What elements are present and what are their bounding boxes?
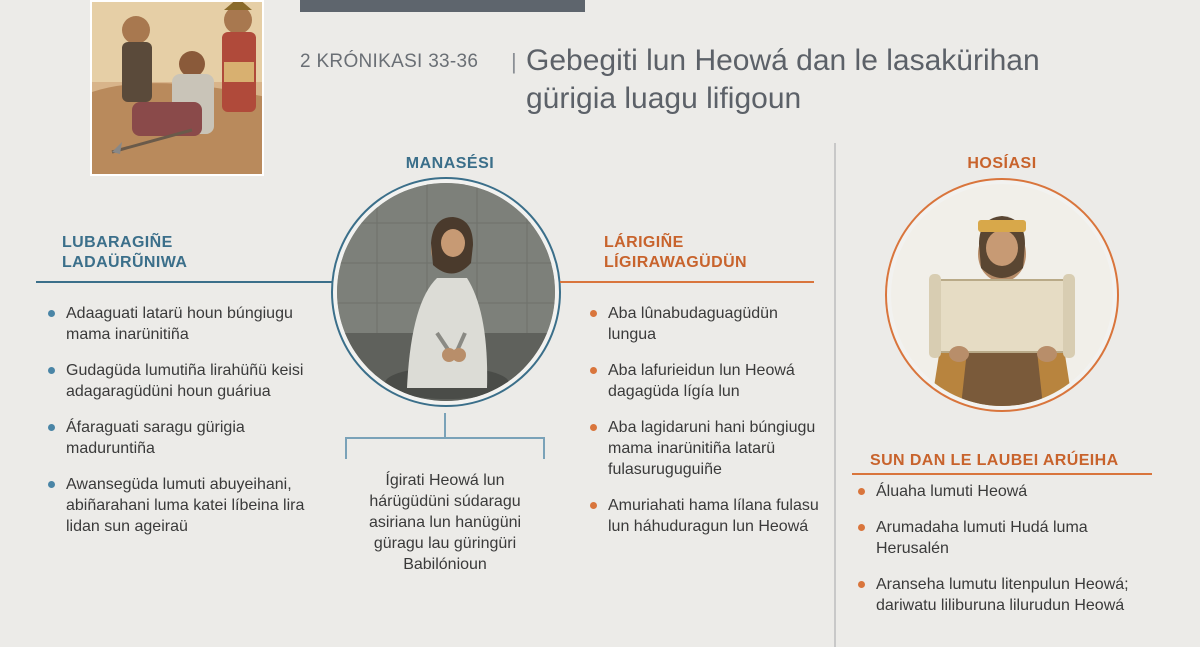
manasesi-name: MANASÉSI	[405, 155, 495, 172]
list-item-text: Arumadaha lumuti Hudá luma Herusalén	[876, 519, 1088, 557]
after-heading	[604, 233, 747, 273]
list-item	[46, 360, 336, 402]
bullet-icon	[590, 424, 597, 431]
list-item-text: Adaaguati latarü houn búngiugu mama inarünitiña	[66, 305, 293, 343]
list-item	[46, 303, 336, 345]
list-item-text: Áluaha lumuti Heowá	[876, 483, 1028, 500]
list-item	[588, 360, 828, 402]
list-item-text: Aba lafurieidun lun Heowá dagagüda lígía lun	[608, 362, 795, 400]
bullet-icon	[590, 367, 597, 374]
list-item	[46, 417, 336, 459]
list-item-text: Awansegüda lumuti abuyeihani, abiñarahani luma katei líbeina lira lidan sun ageiraü	[66, 476, 305, 535]
page-title	[526, 42, 1146, 118]
list-item-text: Aranseha lumutu litenpulun Heowá; dariwatu liliburuna lilurudun Heowá	[876, 576, 1129, 614]
after-heading-line-1: LÁRIGIÑE	[604, 234, 684, 251]
title-line-2: gürigia luagu lifigoun	[526, 82, 802, 115]
bad-heading-line-2: LADAÜRŨNIWA	[62, 254, 188, 271]
hosiasi-portrait	[885, 178, 1119, 412]
title-line-1: Gebegiti lun Heowá dan le lasakürihan	[526, 44, 1040, 77]
list-item-text: Aba lagidaruni hani búngiugu mama inarünitiña latarü fulasuruguguiñe	[608, 419, 816, 478]
manasesi-portrait	[331, 177, 561, 407]
bad-heading-line-1: LUBARAGIÑE	[62, 234, 173, 251]
after-heading-rule	[560, 281, 814, 283]
good-heading-rule	[852, 473, 1152, 475]
column-divider	[834, 143, 836, 647]
bullet-icon	[48, 367, 55, 374]
list-item-text: Áfaraguati saragu gürigia maduruntiña	[66, 419, 245, 457]
bullet-icon	[858, 581, 865, 588]
bullet-icon	[590, 502, 597, 509]
bullet-icon	[48, 481, 55, 488]
good-heading: SUN DAN LE LAUBEI ARÚEIHA	[870, 452, 1119, 469]
list-item	[588, 303, 828, 345]
bullet-icon	[590, 310, 597, 317]
bad-heading-rule	[36, 281, 332, 283]
bullet-icon	[858, 488, 865, 495]
list-item	[46, 474, 336, 537]
bad-heading	[62, 233, 187, 273]
bracket-stem	[444, 413, 446, 438]
scripture-reference: 2 KRÓNIKASI 33-36	[300, 51, 479, 72]
bullet-icon	[858, 524, 865, 531]
list-item	[588, 495, 828, 537]
top-bar	[300, 0, 585, 12]
list-item-text: Amuriahati hama lílana fulasu lun háhuduragun lun Heowá	[608, 497, 819, 535]
list-item	[856, 481, 1156, 502]
list-item	[856, 574, 1156, 616]
title-separator: |	[511, 49, 517, 74]
list-item	[856, 517, 1156, 559]
list-item-text: Aba lûnabudaguagüdün lungua	[608, 305, 778, 343]
good-deeds-list	[856, 481, 1156, 631]
list-item-text: Gudagüda lumutiña lirahüñü keisi adagaragüdüni houn guáriua	[66, 362, 304, 400]
repentance-caption: Ígirati Heowá lun hárügüdüni súdaragu asiriana lun hanügüni güragu lau güringüri Babilónioun	[368, 472, 522, 573]
bullet-icon	[48, 310, 55, 317]
bullet-icon	[48, 424, 55, 431]
soldiers-illustration	[90, 0, 264, 176]
hosiasi-name: HOSÍASI	[967, 155, 1037, 172]
after-deeds-list	[588, 303, 828, 552]
list-item	[588, 417, 828, 480]
bad-deeds-list	[46, 303, 336, 552]
after-heading-line-2: LÍGIRAWAGÜDÜN	[604, 254, 747, 271]
caption-bracket	[345, 437, 545, 459]
